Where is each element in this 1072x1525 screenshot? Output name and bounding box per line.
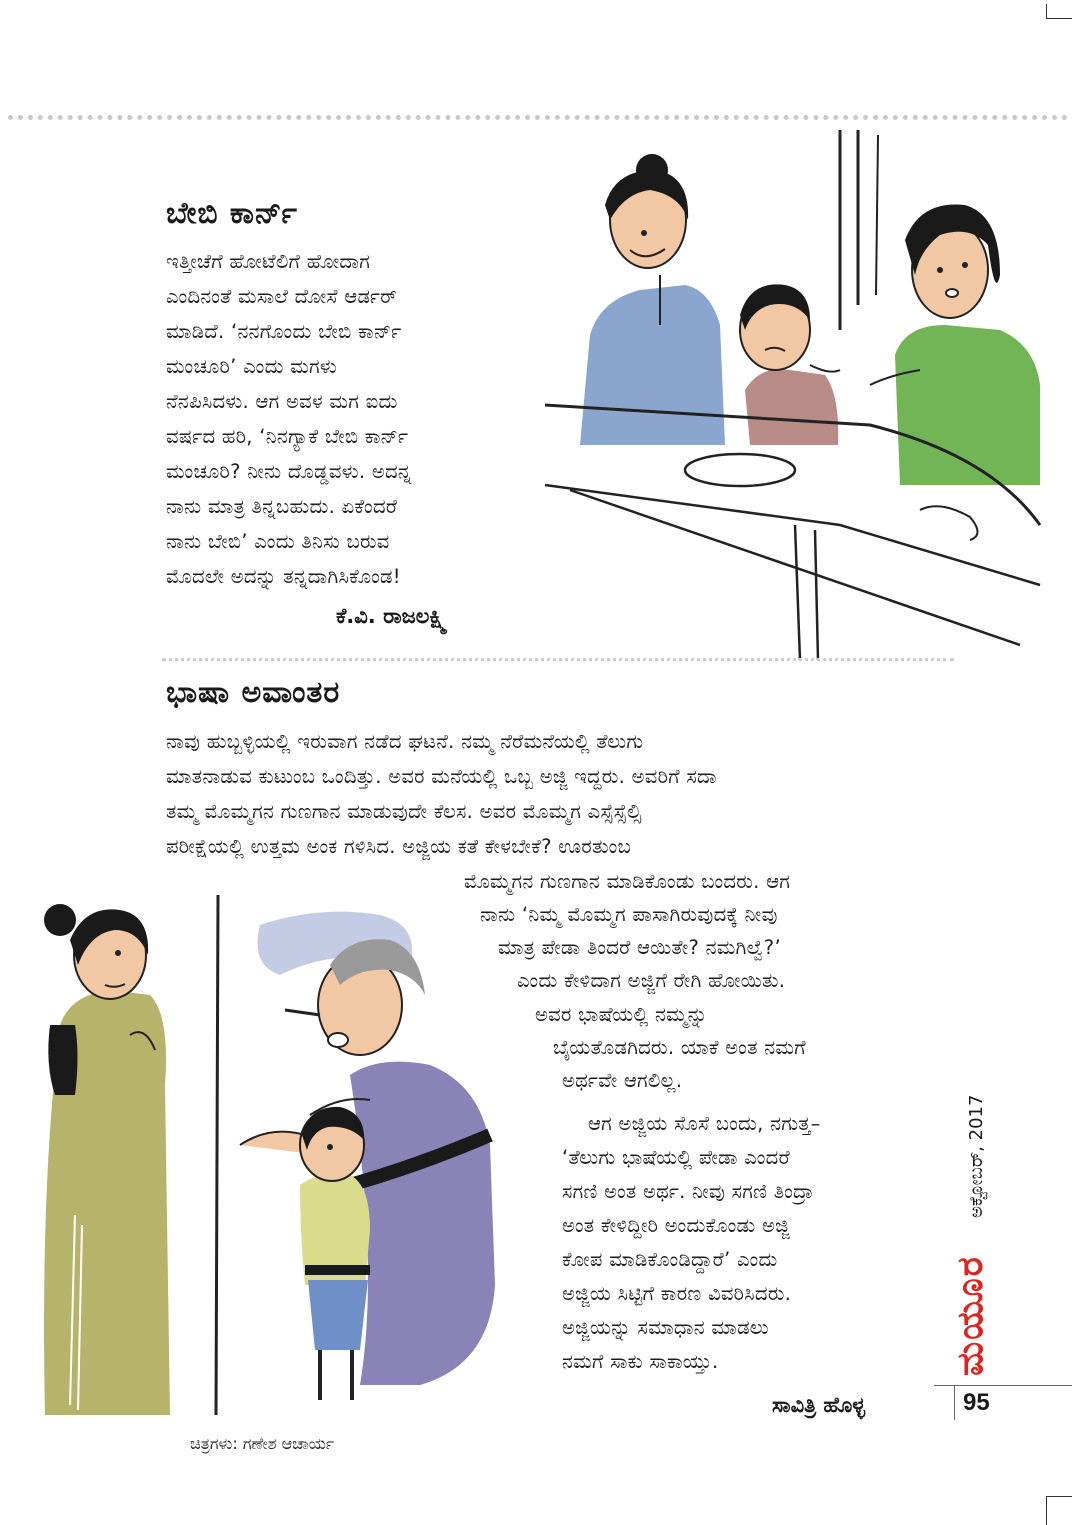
story2-line: ಅಜ್ಜಿಯ ಸಿಟ್ಟಿಗೆ ಕಾರಣ ವಿವರಿಸಿದರು.: [562, 1282, 792, 1305]
story1-line: ನೆನಪಿಸಿದಳು. ಆಗ ಅವಳ ಮಗ ಐದು: [166, 390, 398, 413]
story1-line: ಮಂಚೂರಿ’ ಎಂದು ಮಗಳು: [166, 355, 337, 378]
story1-line: ಮೊದಲೇ ಅದನ್ನು ತನ್ನದಾಗಿಸಿಕೊಂಡ!: [166, 565, 401, 588]
story2-line: ಪರೀಕ್ಷೆಯಲ್ಲಿ ಉತ್ತಮ ಅಂಕ ಗಳಿಸಿದ. ಅಜ್ಜಿಯ ಕತೆ ಕೇಳಬೇಕೆ? ಊರತುಂಬ: [166, 835, 632, 858]
restaurant-illustration: [540, 125, 1060, 660]
story2-line: ಮಾತ್ರ ಪೇಡಾ ತಿಂದರೆ ಆಯಿತೇ? ನಮಗಿಲ್ವೆ?’: [498, 936, 781, 959]
story2-line: ಅಜ್ಜಿಯನ್ನು ಸಮಾಧಾನ ಮಾಡಲು: [562, 1316, 769, 1339]
issue-date: ಅಕ್ಟೋಬರ್, 2017: [966, 1094, 987, 1218]
story1-line: ಎಂದಿನಂತೆ ಮಸಾಲೆ ದೋಸೆ ಆರ್ಡರ್: [166, 285, 398, 308]
story2-line: ನಾವು ಹುಬ್ಬಳ್ಳಿಯಲ್ಲಿ ಇರುವಾಗ ನಡೆದ ಘಟನೆ. ನಮ್ಮ ನೆರೆಮನೆಯಲ್ಲಿ ತೆಲುಗು: [166, 730, 644, 753]
crop-mark-bottom-v: [1046, 1496, 1047, 1525]
story1-line: ನಾನು ಮಾತ್ರ ತಿನ್ನಬಹುದು. ಏಕೆಂದರೆ: [166, 495, 398, 518]
story2-author: ಸಾವಿತ್ರಿ ಹೊಳ್ಳ: [772, 1393, 865, 1417]
story2-line: ಅಂತ ಕೇಳಿದ್ದೀರಿ ಅಂದುಕೊಂಡು ಅಜ್ಜಿ: [562, 1214, 790, 1237]
story1-line: ನಾನು ಬೇಬಿ’ ಎಂದು ತಿನಿಸು ಬರುವ: [166, 530, 390, 553]
story2-line: ನಮಗೆ ಸಾಕು ಸಾಕಾಯ್ತು.: [562, 1350, 719, 1373]
story2-line: ಕೋಪ ಮಾಡಿಕೊಂಡಿದ್ದಾರೆ’ ಎಂದು: [562, 1248, 778, 1271]
top-dotted-rule: [8, 115, 1068, 120]
crop-mark-top: [1046, 4, 1047, 19]
story2-line: ಎಂದು ಕೇಳಿದಾಗ ಅಜ್ಜಿಗೆ ರೇಗಿ ಹೋಯಿತು.: [517, 969, 786, 992]
illustration-credit: ಚಿತ್ರಗಳು: ಗಣೇಶ ಆಚಾರ್ಯ: [190, 1434, 335, 1453]
page-number: 95: [963, 1389, 990, 1416]
story2-title: ಭಾಷಾ ಅವಾಂತರ: [166, 675, 341, 710]
story2-line: ಅವರ ಭಾಷೆಯಲ್ಲಿ ನಮ್ಮನ್ನು: [535, 1003, 708, 1026]
story2-line: ಮಾತನಾಡುವ ಕುಟುಂಬ ಒಂದಿತ್ತು. ಅವರ ಮನೆಯಲ್ಲಿ ಒಬ್ಬ ಅಜ್ಜಿ ಇದ್ದರು. ಅವರಿಗೆ ಸದಾ: [166, 765, 717, 788]
story1-title: ಬೇಬಿ ಕಾರ್ನ್: [166, 196, 298, 231]
story2-line: ಸಗಣಿ ಅಂತ ಅರ್ಥ. ನೀವು ಸಗಣಿ ತಿಂದ್ರಾ: [562, 1180, 814, 1203]
story2-line: ಮೊಮ್ಮಗನ ಗುಣಗಾನ ಮಾಡಿಕೊಂಡು ಬಂದರು. ಆಗ: [464, 870, 791, 893]
story1-line: ಮಾಡಿದೆ. ‘ನನಗೊಂದು ಬೇಬಿ ಕಾರ್ನ್: [166, 320, 402, 343]
story1-line: ಇತ್ತೀಚೆಗೆ ಹೋಟೆಲಿಗೆ ಹೋದಾಗ: [166, 250, 371, 273]
story2-line: ಆಗ ಅಜ್ಜಿಯ ಸೊಸೆ ಬಂದು, ನಗುತ್ತ–: [588, 1112, 821, 1135]
page-number-divider: [954, 1385, 955, 1420]
section-dotted-rule: [162, 658, 954, 661]
crop-mark-top-h: [1046, 18, 1072, 19]
story1-line: ಮಂಚೂರಿ? ನೀನು ದೊಡ್ಡವಳು. ಅದನ್ನ: [166, 460, 412, 483]
crop-mark-bottom: [1046, 1496, 1072, 1497]
story2-line: ಅರ್ಥವೇ ಆಗಲಿಲ್ಲ.: [562, 1069, 683, 1092]
story2-line: ‘ತೆಲುಗು ಭಾಷೆಯಲ್ಲಿ ಪೇಡಾ ಎಂದರೆ: [562, 1146, 790, 1169]
story2-line: ತಮ್ಮ ಮೊಮ್ಮಗನ ಗುಣಗಾನ ಮಾಡುವುದೇ ಕೆಲಸ. ಅವರ ಮೊಮ್ಮಗ ಎಸ್ಸೆಸ್ಸೆಲ್ಸಿ: [166, 800, 642, 823]
grandmother-illustration: [20, 885, 545, 1425]
story1-author: ಕೆ.ವಿ. ರಾಜಲಕ್ಷ್ಮಿ: [336, 604, 448, 628]
story2-line: ನಾನು ‘ನಿಮ್ಮ ಮೊಮ್ಮಗ ಪಾಸಾಗಿರುವುದಕ್ಕೆ ನೀವು: [480, 903, 778, 926]
magazine-brand: ಮಯೂರ: [950, 1255, 991, 1376]
story1-line: ವರ್ಷದ ಹರಿ, ‘ನಿನಗ್ಯಾಕೆ ಬೇಬಿ ಕಾರ್ನ್: [166, 425, 409, 448]
story2-line: ಬೈಯತೊಡಗಿದರು. ಯಾಕೆ ಅಂತ ನಮಗೆ: [553, 1036, 806, 1059]
